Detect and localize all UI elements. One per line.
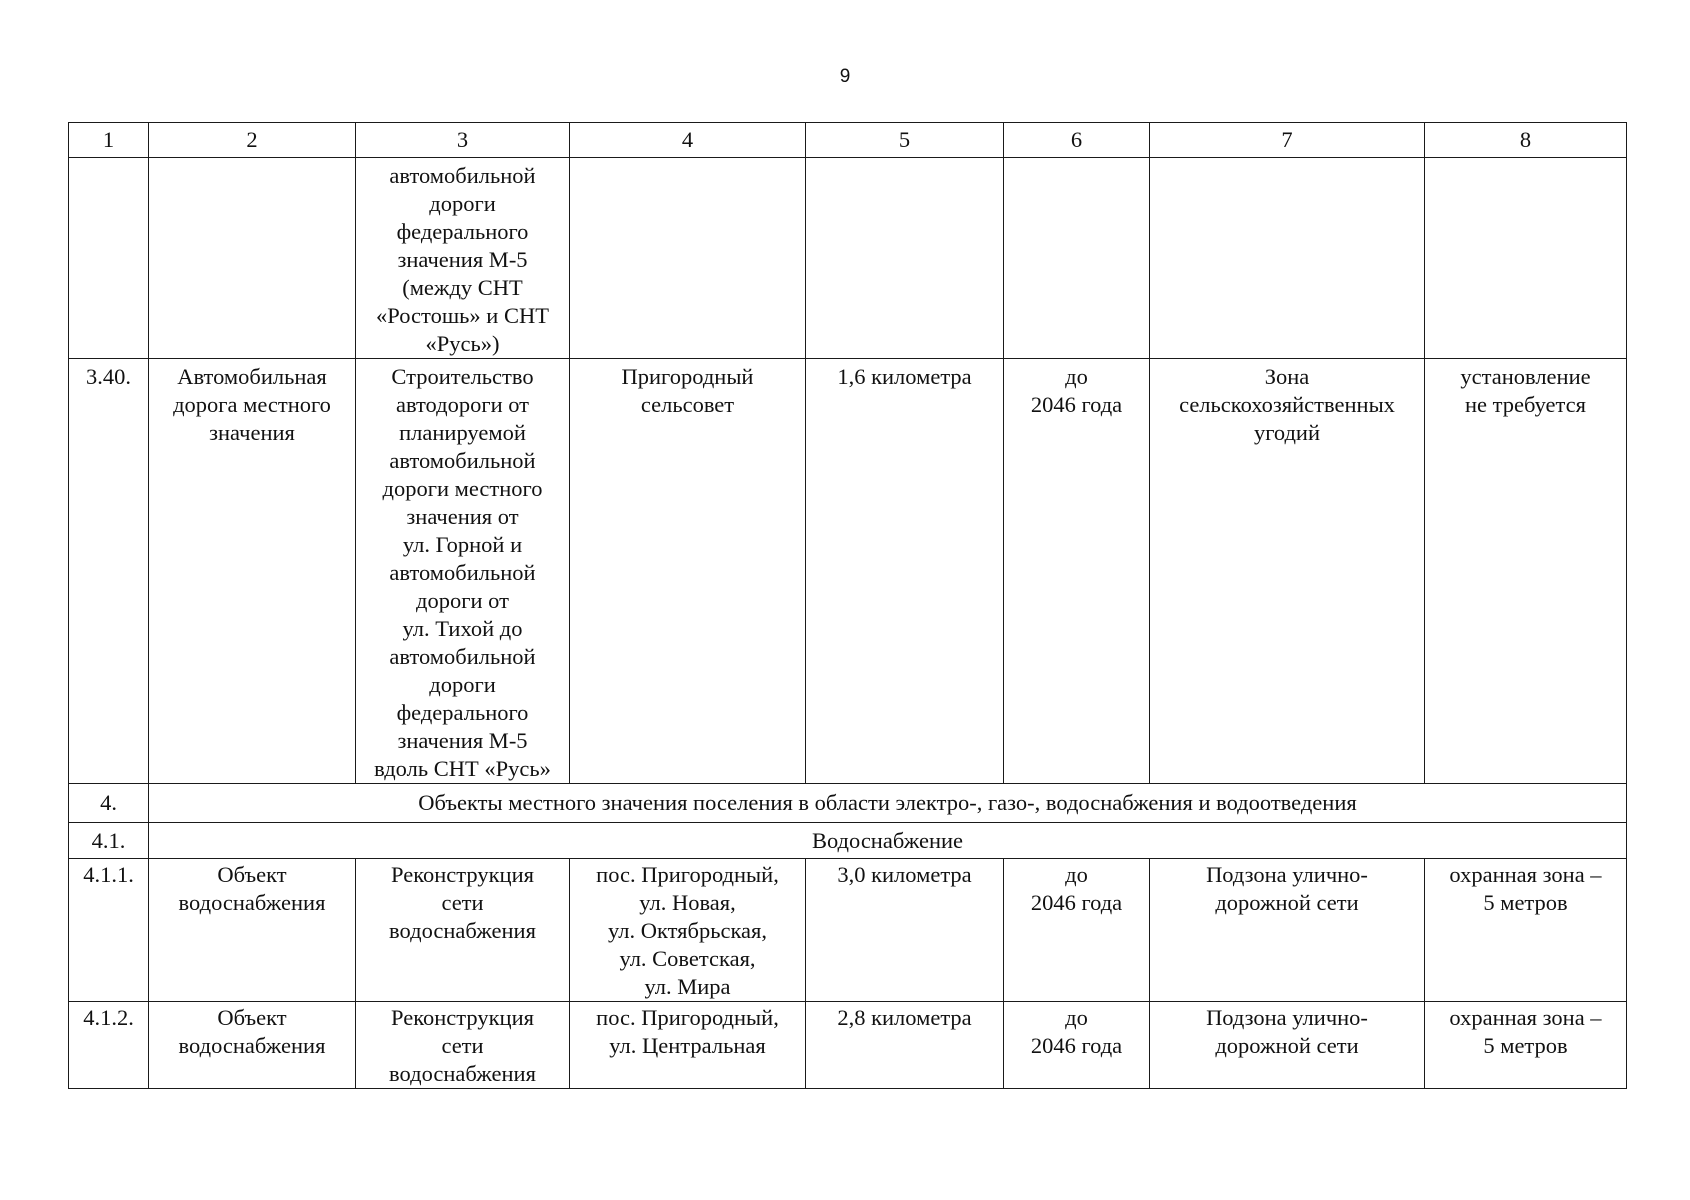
cell-text-line: Зона (1264, 364, 1310, 389)
object-purpose-cell (356, 359, 570, 784)
cell-text-line: дороги от (416, 588, 509, 613)
cell-text-line: Реконструкция (391, 862, 534, 887)
cell-text-line: федерального (396, 219, 529, 244)
restriction-cell (1425, 359, 1627, 784)
cell-text-line: водоснабжения (389, 918, 536, 943)
subsection-title-cell: Водоснабжение (149, 823, 1627, 859)
objects-table (68, 122, 1627, 1089)
cell-text-line: водоснабжения (389, 1061, 536, 1086)
column-header: 4 (570, 123, 806, 158)
cell-text-line: Реконструкция (391, 1005, 534, 1030)
column-header: 2 (149, 123, 356, 158)
cell-text-line: не требуется (1465, 392, 1586, 417)
cell-text-line: ул. Центральная (609, 1033, 766, 1058)
characteristic-cell (806, 158, 1004, 359)
object-purpose-cell (356, 859, 570, 1002)
cell-text-line: пос. Пригородный, (596, 862, 779, 887)
cell-text-line: 2046 года (1030, 890, 1123, 915)
cell-text-line: дорожной сети (1215, 1033, 1359, 1058)
row-number-cell: 4.1.2. (69, 1002, 149, 1089)
cell-text-line: охранная зона – (1449, 862, 1602, 887)
cell-text-line: Автомобильная (177, 364, 327, 389)
cell-text-line: пос. Пригородный, (596, 1005, 779, 1030)
cell-text-line: ул. Октябрьская, (607, 918, 767, 943)
restriction-cell (1425, 859, 1627, 1002)
cell-text-line: значения (209, 420, 295, 445)
section-row-4 (69, 784, 1627, 823)
cell-text-line: сельскохозяйственных (1179, 392, 1395, 417)
cell-text-line: автомобильной (389, 448, 536, 473)
cell-text-line: водоснабжения (178, 890, 326, 915)
cell-text-line: значения М-5 (397, 247, 528, 272)
section-title-cell: Объекты местного значения поселения в области электро-, газо-, водоснабжения и водоотведения (149, 784, 1627, 823)
term-cell (1004, 359, 1150, 784)
cell-text-line: «Русь») (425, 331, 500, 356)
column-number-row (69, 123, 1627, 158)
restriction-cell (1425, 1002, 1627, 1089)
cell-text-line: ул. Новая, (639, 890, 736, 915)
cell-text-line: автодороги от (395, 392, 530, 417)
cell-text-line: «Ростошь» и СНТ (376, 303, 549, 328)
cell-text-line: Объект (217, 862, 287, 887)
cell-text-line: сети (441, 1033, 484, 1058)
cell-text-line: дороги местного (382, 476, 543, 501)
subsection-number-cell: 4.1. (69, 823, 149, 859)
table-row-4-1-1 (69, 859, 1627, 1002)
cell-text-line: автомобильной (389, 644, 536, 669)
term-cell (1004, 859, 1150, 1002)
location-cell (570, 1002, 806, 1089)
cell-text-line: вдоль СНТ «Русь» (374, 756, 551, 781)
object-name-cell (149, 859, 356, 1002)
zone-cell (1150, 359, 1425, 784)
table-row-4-1-2 (69, 1002, 1627, 1089)
characteristic-cell: 1,6 километра (806, 359, 1004, 784)
location-cell (570, 859, 806, 1002)
term-cell (1004, 158, 1150, 359)
characteristic-cell: 2,8 километра (806, 1002, 1004, 1089)
location-cell (570, 359, 806, 784)
row-number-cell (69, 158, 149, 359)
cell-text-line: водоснабжения (178, 1033, 326, 1058)
cell-text-line: 2046 года (1030, 392, 1123, 417)
cell-text-line: значения от (406, 504, 519, 529)
cell-text-line: дорога местного (173, 392, 331, 417)
subsection-row-4-1 (69, 823, 1627, 859)
row-number-cell: 3.40. (69, 359, 149, 784)
column-header: 6 (1004, 123, 1150, 158)
cell-text-line: дороги (429, 672, 496, 697)
cell-text-line: Пригородный (621, 364, 754, 389)
object-name-cell (149, 1002, 356, 1089)
page-number: 9 (839, 66, 851, 87)
object-purpose-cell (356, 158, 570, 359)
cell-text-line: охранная зона – (1449, 1005, 1602, 1030)
cell-text-line: значения М-5 (397, 728, 528, 753)
cell-text-line: дороги (429, 191, 496, 216)
object-name-cell (149, 359, 356, 784)
cell-text-line: автомобильной (389, 560, 536, 585)
cell-text-line: 2046 года (1030, 1033, 1123, 1058)
cell-text-line: ул. Мира (644, 974, 731, 999)
column-header: 1 (69, 123, 149, 158)
cell-text-line: ул. Тихой до (402, 616, 523, 641)
restriction-cell (1425, 158, 1627, 359)
table-row-3-40 (69, 359, 1627, 784)
cell-text-line: автомобильной (389, 163, 536, 188)
cell-text-line: сети (441, 890, 484, 915)
column-header: 8 (1425, 123, 1627, 158)
cell-text-line: 5 метров (1483, 1033, 1568, 1058)
cell-text-line: угодий (1253, 420, 1321, 445)
cell-text-line: Объект (217, 1005, 287, 1030)
object-name-cell (149, 158, 356, 359)
zone-cell (1150, 1002, 1425, 1089)
cell-text-line: Подзона улично- (1206, 862, 1368, 887)
object-purpose-cell (356, 1002, 570, 1089)
cell-text-line: сельсовет (640, 392, 735, 417)
cell-text-line: ул. Горной и (402, 532, 523, 557)
cell-text-line: до (1065, 862, 1088, 887)
column-header: 7 (1150, 123, 1425, 158)
location-cell (570, 158, 806, 359)
cell-text-line: Строительство (391, 364, 534, 389)
cell-text-line: установление (1460, 364, 1591, 389)
cell-text-line: планируемой (399, 420, 526, 445)
zone-cell (1150, 158, 1425, 359)
cell-text-line: (между СНТ (402, 275, 523, 300)
table-row-continued (69, 158, 1627, 359)
term-cell (1004, 1002, 1150, 1089)
cell-text-line: дорожной сети (1215, 890, 1359, 915)
cell-text-line: 5 метров (1483, 890, 1568, 915)
zone-cell (1150, 859, 1425, 1002)
characteristic-cell: 3,0 километра (806, 859, 1004, 1002)
cell-text-line: федерального (396, 700, 529, 725)
cell-text-line: до (1065, 364, 1088, 389)
cell-text-line: до (1065, 1005, 1088, 1030)
column-header: 3 (356, 123, 570, 158)
column-header: 5 (806, 123, 1004, 158)
cell-text-line: Подзона улично- (1206, 1005, 1368, 1030)
section-number-cell: 4. (69, 784, 149, 823)
cell-text-line: ул. Советская, (619, 946, 756, 971)
row-number-cell: 4.1.1. (69, 859, 149, 1002)
